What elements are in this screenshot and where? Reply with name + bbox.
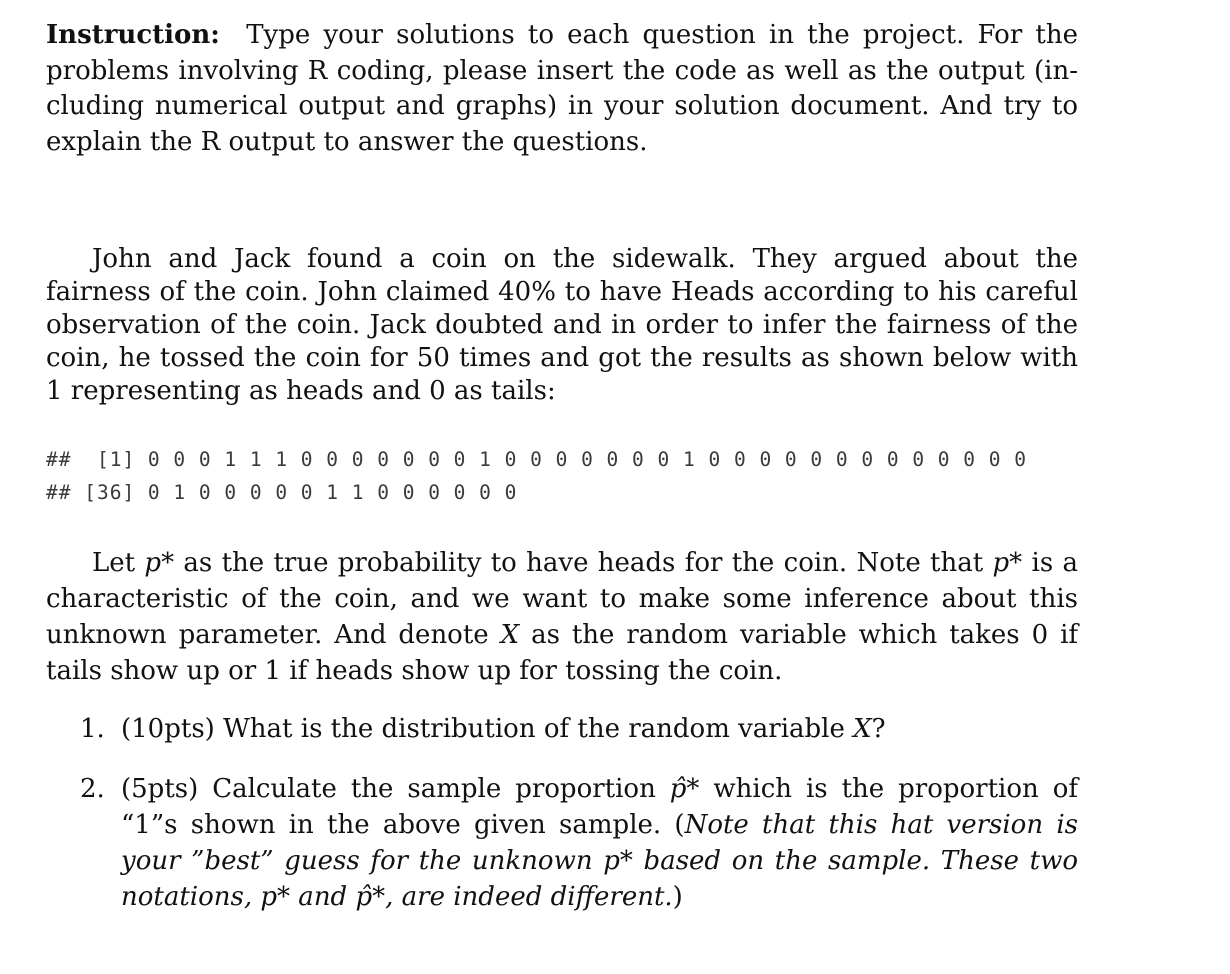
question-2-close: ) [672, 882, 683, 912]
parameter-paragraph [46, 545, 1078, 689]
question-2-p-hat-2: p̂* [355, 882, 386, 912]
p-star-symbol: p* [144, 548, 175, 578]
r-output-line-1: ## [1] 0 0 0 1 1 1 0 0 0 0 0 0 0 1 0 0 0 0 0 0 0 1 0 0 0 0 0 0 0 0 0 0 0 0 0 [46, 448, 1027, 471]
question-2-note-d: , are indeed different. [385, 882, 673, 912]
question-2-item [46, 771, 1078, 915]
question-1-number: 1. [80, 714, 105, 744]
story-paragraph: John and Jack found a coin on the sidewalk. They argued about the fairness of the coin. John claimed 40% to have Heads according to his careful observation of the coin. Jack doubted and in order to infer the fairness of the coin, he tossed the coin for 50 times and got the results as shown below with 1 representing as heads and 0 as tails: [46, 244, 1078, 406]
story-block [46, 243, 1078, 408]
parameter-text-c: is a characteristic of the coin, and we want to make some inference about this unknown parameter. And denote [46, 548, 1078, 650]
question-2-note-b: based on the sample. These two notations, [121, 846, 1078, 912]
instruction-block [46, 18, 1078, 160]
question-1 [46, 711, 1078, 747]
question-2-number: 2. [80, 774, 105, 804]
p-star-symbol-2: p* [992, 548, 1023, 578]
parameter-text-d: as the random variable which takes 0 if tails show up or 1 if heads show up for tossing the coin. [46, 620, 1079, 686]
question-1-text-a: (10pts) What is the distribution of the random variable [121, 714, 854, 744]
x-variable-symbol: X [500, 620, 520, 650]
question-1-item [46, 711, 1078, 747]
question-2-note-c: and [290, 882, 356, 912]
question-1-text-b: ? [871, 714, 886, 744]
question-2-text-a: (5pts) Calculate the sample proportion [121, 774, 670, 804]
question-2-text-b: which is the proportion of “1”s shown in the above given sample. ( [121, 774, 1078, 840]
question-2-p-star-2: p* [260, 882, 291, 912]
parameter-text-a: Let [92, 548, 145, 578]
question-2-p-star: p* [603, 846, 633, 876]
p-hat-symbol: p̂* [669, 774, 700, 804]
instruction-text: Type your solutions to each question in the project. For the problems involving R coding, please insert the code as well as the output (including numerical output and graphs) in your solution document. And try to explain the R output to answer the questions. [46, 20, 1078, 157]
r-output-line-2: ## [36] 0 1 0 0 0 0 0 1 1 0 0 0 0 0 0 [46, 481, 518, 504]
parameter-block [46, 545, 1078, 689]
question-2-note-a: Note that this hat version is your ”best” guess for the unknown [121, 810, 1078, 876]
question-1-x-symbol: X [853, 714, 872, 744]
parameter-text-b: as the true probability to have heads for the coin. Note that [174, 548, 993, 578]
instruction-label: Instruction: [46, 20, 220, 50]
instruction-paragraph [46, 18, 1078, 160]
question-2 [46, 771, 1078, 915]
